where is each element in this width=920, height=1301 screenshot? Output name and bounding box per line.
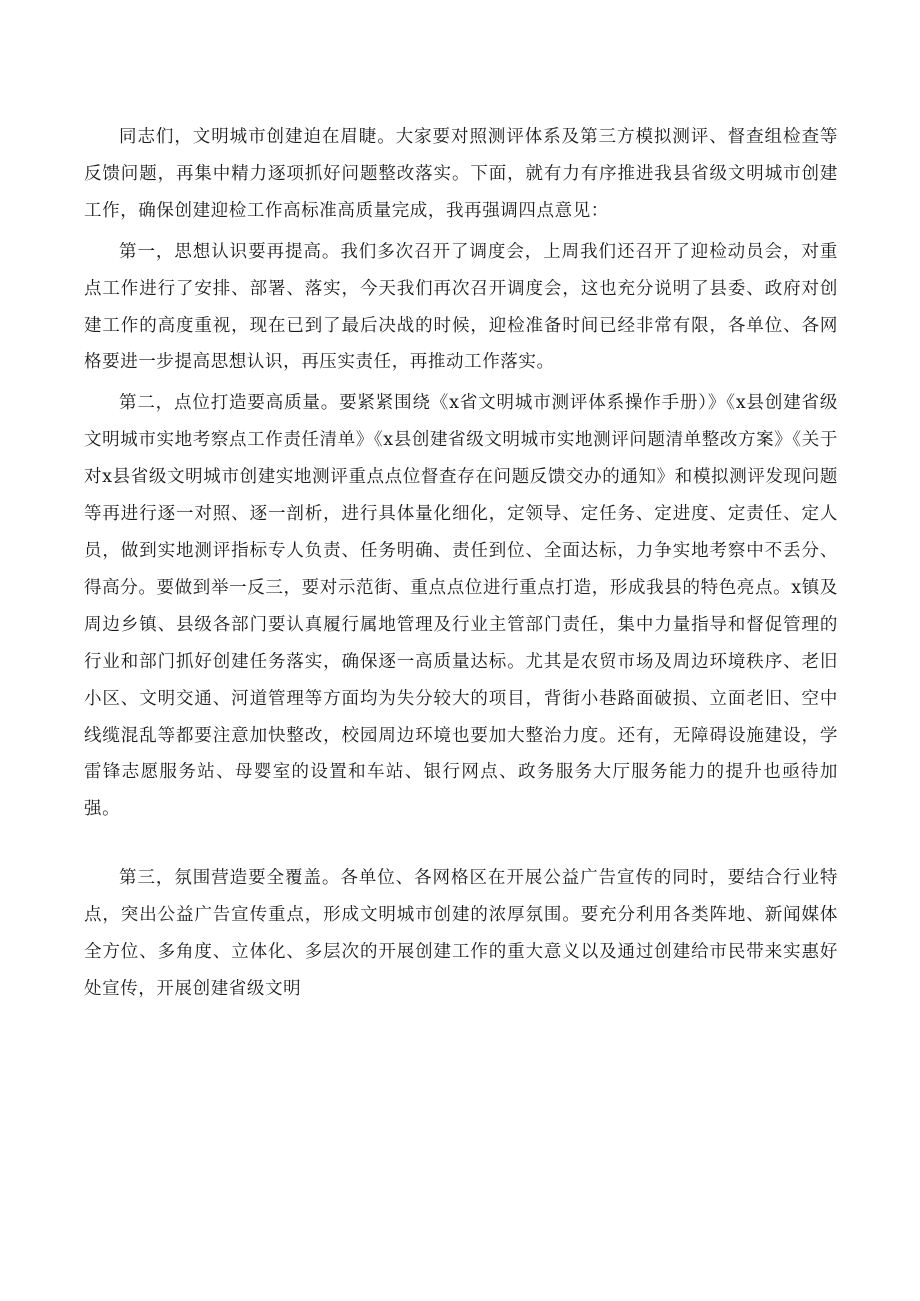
- document-body: [84, 119, 838, 1008]
- paragraph-intro: 同志们，文明城市创建迫在眉睫。大家要对照测评体系及第三方模拟测评、督查组检查等反馈问题，再集中精力逐项抓好问题整改落实。下面，就有力有序推进我县省级文明城市创建工作，确保创建迎检工作高标准高质量完成，我再强调四点意见：: [84, 127, 838, 221]
- paragraph-third-point: 第三，氛围营造要全覆盖。各单位、各网格区在开展公益广告宣传的同时，要结合行业特点，突出公益广告宣传重点，形成文明城市创建的浓厚氛围。要充分利用各类阵地、新闻媒体全方位、多角度、立体化、多层次的开展创建工作的重大意义以及通过创建给市民带来实惠好处宣传，开展创建省级文明: [84, 868, 838, 999]
- paragraph-first-point: 第一，思想认识要再提高。我们多次召开了调度会，上周我们还召开了迎检动员会，对重点工作进行了安排、部署、落实，今天我们再次召开调度会，这也充分说明了县委、政府对创建工作的高度重视，现在已到了最后决战的时候，迎检准备时间已经非常有限，各单位、各网格要进一步提高思想认识，再压实责任，再推动工作落实。: [84, 241, 838, 373]
- paragraph-second-point: 第二，点位打造要高质量。要紧紧围绕《x省文明城市测评体系操作手册）》《x县创建省级文明城市实地考察点工作责任清单》《x县创建省级文明城市实地测评问题清单整改方案》《关于对x县省级文明城市创建实地测评重点点位督查存在问题反馈交办的通知》和模拟测评发现问题等再进行逐一对照、逐一剖析，进行具体量化细化，定领导、定任务、定进度、定责任、定人员，做到实地测评指标专人负责、任务明确、责任到位、全面达标，力争实地考察中不丢分、得高分。要做到举一反三，要对示范街、重点点位进行重点打造，形成我县的特色亮点。x镇及周边乡镇、县级各部门要认真履行属地管理及行业主管部门责任，集中力量指导和督促管理的行业和部门抓好创建任务落实，确保逐一高质量达标。尤其是农贸市场及周边环境秩序、老旧小区、文明交通、河道管理等方面均为失分较大的项目，背街小巷路面破损、立面老旧、空中线缆混乱等都要注意加快整改，校园周边环境也要加大整治力度。还有，无障碍设施建设，学雷锋志愿服务站、母婴室的设置和车站、银行网点、政务服务大厅服务能力的提升也亟待加强。: [84, 393, 838, 820]
